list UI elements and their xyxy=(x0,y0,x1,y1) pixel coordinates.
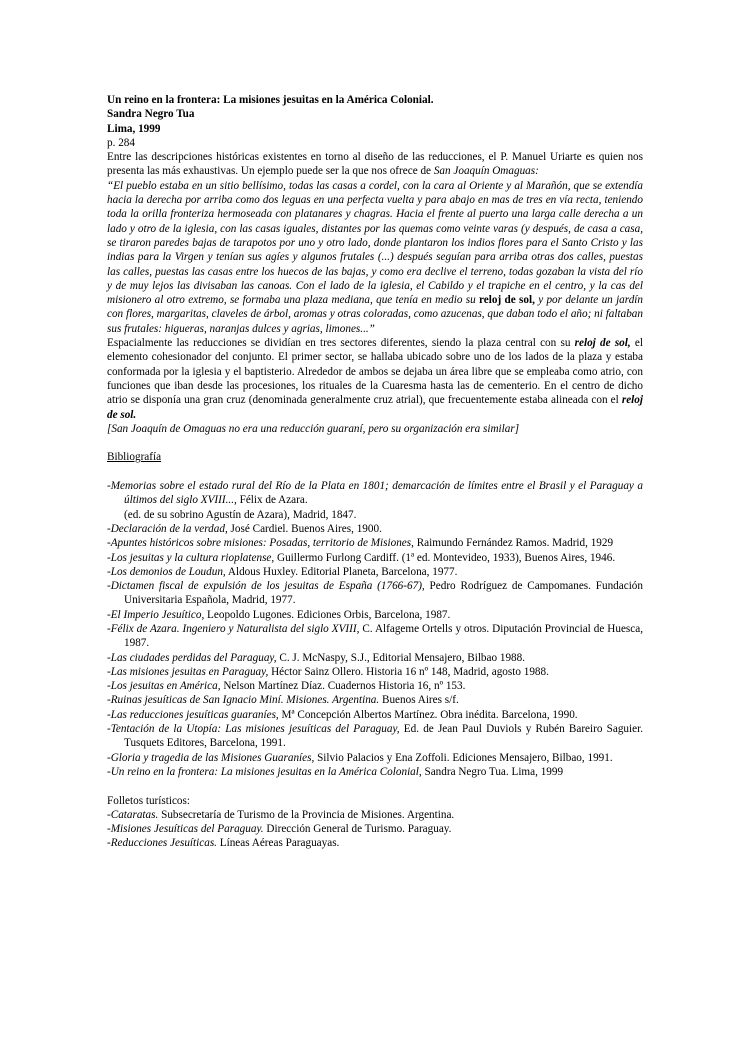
bibliography-entry xyxy=(107,665,643,679)
entry-rest: Félix de Azara. xyxy=(236,494,308,507)
entry-rest: Buenos Aires s/f. xyxy=(379,694,459,707)
entry-rest: Ed. de Jean Paul Duviols y Rubén Bareiro Saguier. Tusquets Editores, Barcelona, 1991. xyxy=(124,723,643,750)
bibliography-entry xyxy=(107,722,643,751)
entry-title: -Gloria y tragedia de las Misiones Guaraníes, xyxy=(107,751,315,764)
bibliography-entry xyxy=(107,551,643,565)
intro-place: San Joaquín Omaguas: xyxy=(433,165,539,178)
brochures-heading: Folletos turísticos: xyxy=(107,794,190,807)
entry-rest: Silvio Palacios y Ena Zoffoli. Ediciones Mensajero, Bilbao, 1991. xyxy=(314,751,613,764)
entry-rest: José Cardiel. Buenos Aires, 1900. xyxy=(227,522,382,535)
entry-rest: Pedro Rodríguez de Campomanes. Fundación Universitaria Española, Madrid, 1977. xyxy=(124,580,643,607)
brochure-entry xyxy=(107,836,643,850)
entry-title: -Misiones Jesuíticas del Paraguay. xyxy=(107,823,264,836)
entry-title: -Dictamen fiscal de expulsión de los jesuitas de España (1766-67), xyxy=(107,580,425,593)
entry-title: -Félix de Azara. Ingeniero y Naturalista del siglo XVIII, xyxy=(107,622,360,635)
bibliography-entry xyxy=(107,522,643,536)
bibliography-entry xyxy=(107,751,643,765)
quote-paragraph xyxy=(107,179,643,336)
bibliography-entry xyxy=(107,479,643,508)
entry-rest: C. J. McNaspy, S.J., Editorial Mensajero, Bilbao 1988. xyxy=(276,651,526,664)
entry-rest: Líneas Aéreas Paraguayas. xyxy=(216,837,340,850)
bibliography-list xyxy=(107,479,643,779)
entry-title: -Las ciudades perdidas del Paraguay, xyxy=(107,651,277,664)
entry-rest: Aldous Huxley. Editorial Planeta, Barcelona, 1977. xyxy=(225,565,458,578)
bibliography-entry xyxy=(107,651,643,665)
entry-rest: Dirección General de Turismo. Paraguay. xyxy=(263,823,452,836)
bibliography-entry xyxy=(107,608,643,622)
document-place-year: Lima, 1999 xyxy=(107,122,161,135)
entry-title: -Un reino en la frontera: La misiones jesuitas en la América Colonial, xyxy=(107,765,422,778)
entry-title: -Declaración de la verdad, xyxy=(107,522,228,535)
entry-rest: Héctor Sainz Ollero. Historia 16 nº 148, Madrid, agosto 1988. xyxy=(268,665,549,678)
entry-rest: Leopoldo Lugones. Ediciones Orbis, Barcelona, 1987. xyxy=(204,608,451,621)
body-bold2: reloj de sol. xyxy=(107,394,643,421)
bibliography-entry xyxy=(107,579,643,608)
entry-rest: Nelson Martínez Díaz. Cuadernos Historia 16, nº 153. xyxy=(220,680,466,693)
brochures-list xyxy=(107,808,643,851)
bibliography-entry xyxy=(107,679,643,693)
entry-title: -El Imperio Jesuítico, xyxy=(107,608,205,621)
entry-rest: C. Alfageme Ortells y otros. Diputación Provincial de Huesca, 1987. xyxy=(124,622,643,650)
entry-title: -Los demonios de Loudun, xyxy=(107,565,226,578)
intro-paragraph xyxy=(107,150,643,179)
quote-bold: reloj de sol, xyxy=(479,294,535,307)
document-page xyxy=(107,93,643,851)
body-bold1: reloj de sol, xyxy=(574,337,631,350)
entry-title: -Reducciones Jesuíticas. xyxy=(107,837,217,850)
body-part2: el elemento cohesionador del conjunto. El primer sector, se hallaba ubicado sobre uno de los lados de la plaza y estaba conformada por la iglesia y el baptisterio. Alrededor de ambos se dejaba un área libre que se empleaba como atrio, con funciones que iban desde las procesiones, los rituales de la Cuaresma hasta las de cementerio. En el centro de dicho atrio se disponía una gran cruz (denominada generalmente cruz atrial), que frecuentemente estaba alineada con el xyxy=(107,337,643,407)
entry-title: -Las reducciones jesuíticas guaraníes, xyxy=(107,708,279,721)
brochure-entry xyxy=(107,822,643,836)
bibliography-entry xyxy=(107,536,643,550)
bibliography-entry xyxy=(107,622,643,651)
entry-rest: Subsecretaría de Turismo de la Provincia de Misiones. Argentina. xyxy=(158,808,455,821)
entry-rest: Raimundo Fernández Ramos. Madrid, 1929 xyxy=(413,537,614,550)
entry-title: -Ruinas jesuíticas de San Ignacio Miní. Misiones. Argentina. xyxy=(107,694,380,707)
bibliography-heading: Bibliografía xyxy=(107,451,162,464)
entry-rest: Sandra Negro Tua. Lima, 1999 xyxy=(421,765,564,778)
document-title: Un reino en la frontera: La misiones jesuitas en la América Colonial. xyxy=(107,94,434,106)
entry-title: -Las misiones jesuitas en Paraguay, xyxy=(107,665,269,678)
entry-title: -Tentación de la Utopía: Las misiones jesuíticas del Paraguay, xyxy=(107,723,400,736)
entry-title: -Los jesuitas y la cultura rioplatense, xyxy=(107,551,275,564)
bibliography-entry xyxy=(107,708,643,722)
brochure-entry xyxy=(107,808,643,822)
entry-title: -Cataratas. xyxy=(107,808,159,821)
bibliography-entry xyxy=(107,565,643,579)
document-author: Sandra Negro Tua xyxy=(107,108,195,121)
bibliography-entry-extra: (ed. de su sobrino Agustín de Azara), Madrid, 1847. xyxy=(124,508,357,521)
quote-part1: “El pueblo estaba en un sitio bellísimo, todas las casas a cordel, con la cara al Oriente y al Marañón, que se extendía hacia la derecha por arriba como dos leguas en una perfecta vuelta y para abajo en mas de tres en vía recta, teniendo toda la orilla fronteriza hermoseada con platanares y chagras. Hacia el frente al puerto una larga calle derecha a un lado y otro de la iglesia, con las casas iguales, distantes por las quemas como veinte varas (y después, de casa a casa, se tiraron paredes bajas de tarapotos por uno y otro lado, donde plantaron los indios flores para el Santo Cristo y las indias para la Virgen y tenían sus agíes y algunos frutales (...) después seguían para arriba otras dos calles, puestas las calles, puestas las casas entre los huecos de las bajas, y como era declive el terreno, todas gozaban la vista del río y de muy lejos las divisaban las canoas. Con el lado de la iglesia, el Cabildo y el trapiche en el centro, y la cas del misionero al otro extremo, se formaba una plaza mediana, que tenía en medio su xyxy=(107,179,643,307)
bibliography-entry xyxy=(107,693,643,707)
body-paragraph xyxy=(107,336,643,422)
entry-title: -Los jesuitas en América, xyxy=(107,680,221,693)
bibliography-entry xyxy=(107,765,643,779)
body-note: [San Joaquín de Omaguas no era una reducción guaraní, pero su organización era similar] xyxy=(107,422,520,435)
page-reference: p. 284 xyxy=(107,136,135,149)
entry-title: -Memorias sobre el estado rural del Río de la Plata en 1801; demarcación de límites entre el Brasil y el Paraguay a últimos del siglo XVIII..., xyxy=(107,480,643,507)
quote-part2: y por delante un jardín con flores, margaritas, claveles de árbol, aromas y otras coloradas, como azucenas, que daban todo el año; ni faltaban sus frutales: higueras, naranjas dulces y agrias, limones...” xyxy=(107,294,644,335)
body-part1: Espacialmente las reducciones se dividían en tres sectores diferentes, siendo la plaza central con su xyxy=(107,337,575,350)
intro-text: Entre las descripciones históricas existentes en torno al diseño de las reducciones, el P. Manuel Uriarte es quien nos presenta las más exhaustivas. Un ejemplo puede ser la que nos ofrece de xyxy=(107,151,643,178)
entry-rest: Mª Concepción Albertos Martínez. Obra inédita. Barcelona, 1990. xyxy=(278,708,578,721)
entry-title: -Apuntes históricos sobre misiones: Posadas, territorio de Misiones, xyxy=(107,537,414,550)
entry-rest: Guillermo Furlong Cardiff. (1ª ed. Montevideo, 1933), Buenos Aires, 1946. xyxy=(274,551,616,564)
